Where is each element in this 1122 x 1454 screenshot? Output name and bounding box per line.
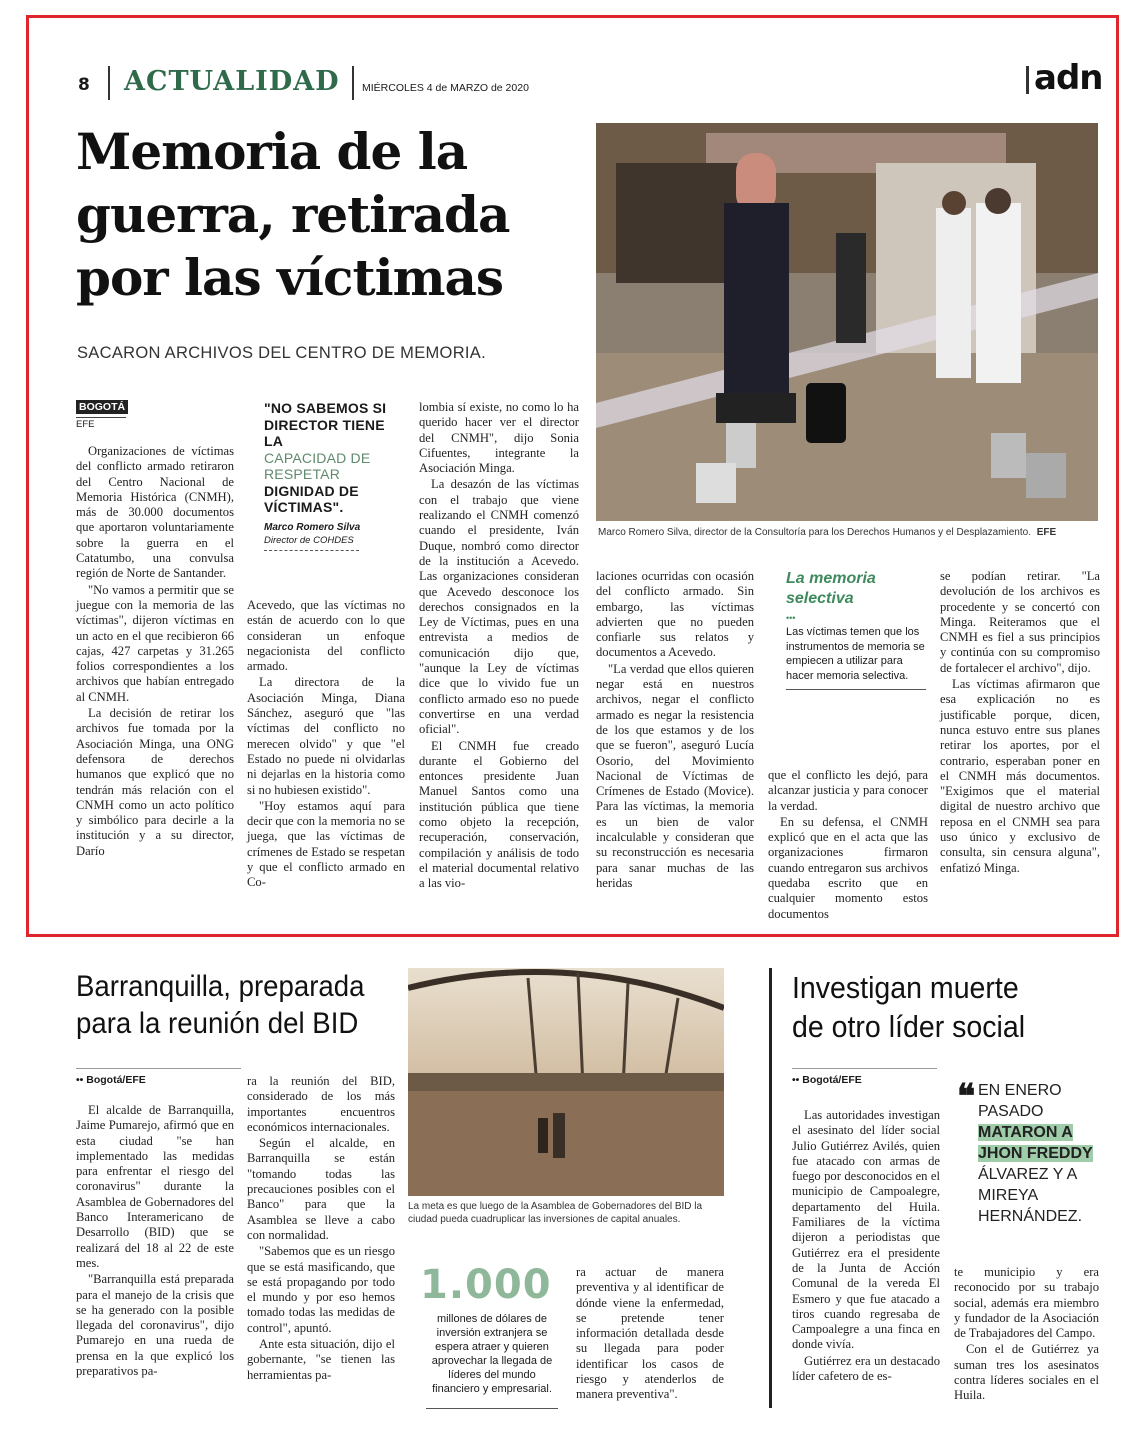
paragraph: que el conflicto les dejó, para alcanzar justicia y para conocer la verdad. bbox=[768, 768, 928, 813]
paragraph: te municipio y era reconocido por su trabajo social, además era miembro y fundador de la Asociación de Trabajadores del Campo. bbox=[954, 1265, 1099, 1341]
headline-line: Barranquilla, preparada bbox=[76, 970, 365, 1003]
story3-headline bbox=[792, 968, 1077, 1046]
story3-pull-quote bbox=[978, 1080, 1096, 1227]
agency-tag: EFE bbox=[76, 417, 126, 430]
paragraph: ra la reunión del BID, considerado de los más importantes encuentros económicos internacionales. bbox=[247, 1074, 395, 1134]
story3-rule bbox=[792, 1068, 937, 1069]
quote-highlight: CAPACIDAD DE RESPETAR bbox=[264, 449, 371, 482]
paragraph: En su defensa, el CNMH explicó que en el acta que las organizaciones firmaron cuando entregaron sus archivos quedaba escrito que en cualquier momento estos documentos bbox=[768, 814, 928, 921]
paragraph: se podían retirar. "La devolución de los archivos es procedente y se concertó con Minga. Reiteramos que el CNMH es fiel a sus principios y continúa con su compromiso de fortalecer el archivo", dijo. bbox=[940, 569, 1100, 675]
headline-line: de otro líder social bbox=[792, 1009, 1026, 1044]
location-tag: BOGOTÁ bbox=[76, 400, 128, 414]
paragraph: "Barranquilla está preparada para el manejo de la crisis que se ha generado con la posible llegada del coronavirus", dijo Pumarejo en una rueda de prensa en la que explicó los preparativos pa- bbox=[76, 1272, 234, 1379]
quote-mark-icon: ❝ bbox=[957, 1077, 976, 1117]
main-headline bbox=[76, 120, 586, 309]
main-col-1 bbox=[76, 444, 234, 860]
paragraph: Gutiérrez era un destacado líder cafetero de es- bbox=[792, 1353, 940, 1384]
logo-accent bbox=[1026, 66, 1029, 94]
paragraph: "No vamos a permitir que se juegue con la memoria de las víctimas", dijeron víctimas en un acto en el que recibieron 66 cajas, 427 carpetas y 31.265 folios correspondientes a los archivos que habían entregado al CNMH. bbox=[76, 582, 234, 704]
story3-byline: •• Bogotá/EFE bbox=[792, 1074, 862, 1086]
section-divider-right bbox=[352, 66, 354, 100]
section-label: ACTUALIDAD bbox=[124, 66, 340, 97]
paragraph: "La verdad que ellos quieren negar está en nuestros archivos, negar el conflicto armado es negar la resistencia de los que estamos y de los que se fueron", aseguró Lucía Osorio, del Movimiento Nacional de Víctimas de Crímenes de Estado (Movice). Para las víctimas, la memoria es un bien de valor incalculable y consideran que su reconstrucción es necesaria para sanar muchas de las heridas bbox=[596, 661, 754, 890]
paragraph: Ante esta situación, dijo el gobernante, "se tienen las herramientas pa- bbox=[247, 1337, 395, 1382]
main-subhead: SACARON ARCHIVOS DEL CENTRO DE MEMORIA. bbox=[77, 344, 486, 362]
main-col-6 bbox=[940, 569, 1100, 877]
caption-text: Marco Romero Silva, director de la Consultoría para los Derechos Humanos y el Desplazamiento. bbox=[598, 527, 1031, 538]
paragraph: laciones ocurridas con ocasión del conflicto armado. Sin embargo, las víctimas advierten que no pueden confiarle sus relatos y documentos a Acevedo. bbox=[596, 569, 754, 660]
caption-credit: EFE bbox=[1036, 527, 1057, 538]
adn-logo: adn bbox=[1034, 58, 1103, 98]
paragraph: El CNMH fue creado durante el Gobierno del entonces presidente Juan Manuel Santos como una institución pública que tiene como objeto la recepción, recuperación, conservación, compilación y análisis de todo el material documental relativo a las vio- bbox=[419, 738, 579, 891]
paragraph: lombia sí existe, no como lo ha querido hacer ver el director del CNMH", dijo Sonia Cifuentes, integrante la Asociación Minga. bbox=[419, 400, 579, 476]
story2-col-3 bbox=[576, 1265, 724, 1404]
headline-line: para la reunión del BID bbox=[76, 1007, 359, 1040]
paragraph: Las víctimas afirmaron que esa explicación no es justificable porque, dicen, nunca estuvo entre sus planes retirar los aportes, por el contrario, esperaban poner en el CNMH más documentos. "Exigimos que el material digital de nuestro archivo que reposa en el CNMH sea para uso único y exclusivo de consulta, sin censura alguna", enfatizó Minga. bbox=[940, 677, 1100, 875]
story2-photo-caption: La meta es que luego de la Asamblea de Gobernadores del BID la ciudad pueda cuadruplicar las inversiones de capital anuales. bbox=[408, 1201, 703, 1225]
page-top-edge bbox=[0, 0, 1122, 5]
story2-rule bbox=[76, 1068, 241, 1069]
quote-line: "NO SABEMOS SI DIRECTOR TIENE LA bbox=[264, 400, 387, 449]
paragraph: Con el de Gutiérrez ya suman tres los asesinatos contra líderes sociales en el Huila. bbox=[954, 1342, 1099, 1403]
paragraph: Las autoridades investigan el asesinato del líder social Julio Gutiérrez Avilés, quien fue atacado con armas de fuego por desconocidos en el municipio de Campoalegre, departamento del Huila. Familiares de la víctima dijeron a periodistas que Gutiérrez era el presidente de la Junta de Acción Comunal de la vereda El Esmero y que fue atacado a tiros cuando regresaba de Campoalegre a una finca en donde vivía. bbox=[792, 1108, 940, 1352]
sidebar-box bbox=[786, 569, 926, 690]
stat-rule bbox=[426, 1408, 558, 1409]
story2-photo bbox=[408, 968, 724, 1196]
main-col-4 bbox=[596, 569, 754, 892]
paragraph: "Sabemos que es un riesgo que se está masificando, que se está propagando por todo el mundo y por eso hemos tomado todas las medidas de control", apuntó. bbox=[247, 1244, 395, 1335]
story2-col-2 bbox=[247, 1074, 395, 1384]
section-divider-left bbox=[108, 66, 110, 100]
story2-headline bbox=[76, 968, 380, 1042]
quote-role: Director de COHDES bbox=[264, 534, 354, 546]
quote-line: DIGNIDAD DE VÍCTIMAS". bbox=[264, 482, 359, 515]
story3-col-2 bbox=[954, 1265, 1099, 1405]
issue-date: MIÉRCOLES 4 de MARZO de 2020 bbox=[362, 82, 529, 94]
quote-highlight: MATARON A JHON FREDDY bbox=[978, 1124, 1093, 1162]
main-col-3 bbox=[419, 400, 579, 893]
sidebar-title: La memoria selectiva bbox=[786, 570, 876, 607]
paragraph: Organizaciones de víctimas del conflicto armado retiraron del Centro Nacional de Memoria Histórica (CNMH), más de 30.000 documentos que aportaron voluntariamente sobre la guerra en el Catatumbo, una convulsa región de Norte de Santander. bbox=[76, 444, 234, 581]
quote-line: EN ENERO PASADO bbox=[978, 1082, 1062, 1120]
quote-rule bbox=[264, 550, 359, 551]
main-photo-caption bbox=[598, 526, 1098, 539]
story2-byline: •• Bogotá/EFE bbox=[76, 1074, 146, 1086]
paragraph: ra actuar de manera preventiva y al identificar de dónde viene la enfermedad, se pretende tener información detallada desde su llegada para poder identificar los casos de riesgo y atenderlos de manera preventiva". bbox=[576, 1265, 724, 1402]
headline-line: por las víctimas bbox=[76, 248, 504, 307]
paragraph: "Hoy estamos aquí para decir que con la memoria no se juega, que las víctimas de crímenes de Estado se respetan y que el conflicto armado en Co- bbox=[247, 798, 405, 890]
main-photo bbox=[596, 123, 1098, 521]
sidebar-text: Las víctimas temen que los instrumentos de memoria se empiecen a utilizar para hacer memoria selectiva. bbox=[786, 626, 925, 682]
sidebar-rule bbox=[786, 689, 926, 690]
headline-line: Investigan muerte bbox=[792, 970, 1019, 1005]
paragraph: La desazón de las víctimas con el trabajo que viene realizando el CNMH comenzó cuando el presidente, Iván Duque, nombró como director de la institución a Acevedo. Las organizaciones consideran que Acevedo desconoce los derechos consignados en la Ley de Víctimas, pues en una entrevista a medios de comunicación dijo que, "aunque la Ley de víctimas dice que lo vivido fue un conflicto armado eso no puede convertirse en una verdad oficial". bbox=[419, 477, 579, 737]
stat-text: millones de dólares de inversión extranjera se espera atraer y quieren aprovechar la llegada de líderes del mundo financiero y empresarial. bbox=[431, 1313, 553, 1395]
main-photo-illustration bbox=[596, 123, 1098, 521]
headline-line: guerra, retirada bbox=[76, 185, 510, 244]
stat-number: 1.000 bbox=[420, 1262, 552, 1308]
story3-divider bbox=[769, 968, 772, 1408]
headline-line: Memoria de la bbox=[76, 122, 468, 181]
sidebar-dots: ••• bbox=[786, 613, 796, 623]
paragraph: La decisión de retirar los archivos fue tomada por la Asociación Minga, una ONG defensora de derechos humanos que explicó que no tendrán más relación con el CNMH como un acto político y simbólico para decirle a la institución y a su director, Darío bbox=[76, 706, 234, 858]
paragraph: Según el alcalde, en Barranquilla se están "tomando todas las precauciones posibles con el Banco" para que la Asamblea se lleve a cabo con normalidad. bbox=[247, 1136, 395, 1242]
main-col-2 bbox=[247, 598, 405, 892]
quote-author: Marco Romero Silva bbox=[264, 521, 361, 533]
pull-quote bbox=[264, 400, 392, 551]
quote-line: ÁLVAREZ Y A MIREYA HERNÁNDEZ. bbox=[978, 1166, 1083, 1225]
story2-col-1 bbox=[76, 1103, 234, 1380]
story2-photo-illustration bbox=[408, 968, 724, 1196]
main-col-5 bbox=[768, 768, 928, 923]
page-number: 8 bbox=[78, 75, 90, 95]
paragraph: El alcalde de Barranquilla, Jaime Pumarejo, afirmó que en esta ciudad "se han implementado las medidas para enfrentar el riesgo del coronavirus" durante la Asamblea de Gobernadores del Banco Interamericano de Desarrollo (BID) que se realizará del 18 al 22 de este mes. bbox=[76, 1103, 234, 1270]
paragraph: La directora de la Asociación Minga, Diana Sánchez, aseguró que "las víctimas del conflicto no merecen olvido" y que "el Estado no puede ni olvidarlas ni dejarlas en la historia como si no hubiesen existido". bbox=[247, 675, 405, 797]
story3-col-1 bbox=[792, 1108, 940, 1385]
paragraph: Acevedo, que las víctimas no están de acuerdo con lo que consideran un enfoque negacionista del conflicto armado. bbox=[247, 598, 405, 674]
